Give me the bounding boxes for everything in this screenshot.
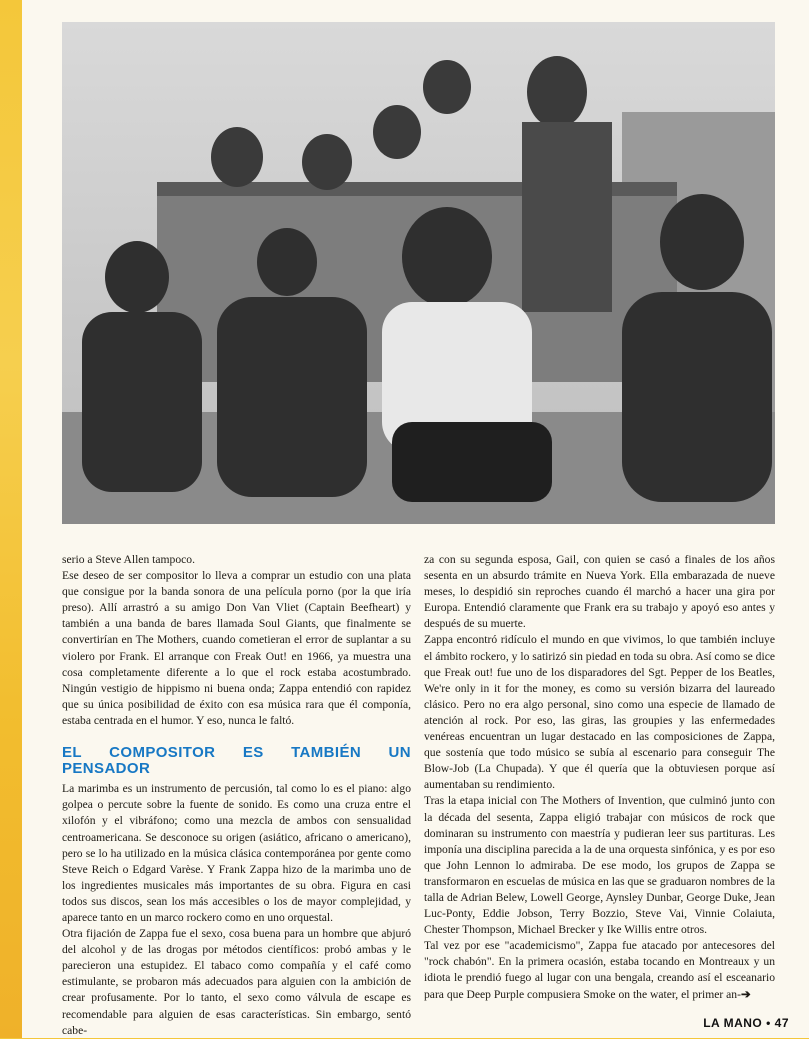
paragraph-text: Tal vez por ese "academicismo", Zappa fue atacado por antecesores del "rock chabón". En la primera ocasión, estaba tocando en Montreaux y un idiota le prendió fuego al lugar con una bengala, creando así el esceanario para que Deep Purple compusiera Smoke on the water, el primer an- [424, 939, 775, 1001]
paragraph: za con su segunda esposa, Gail, con quien se casó a finales de los años sesenta en un absurdo trámite en Nueva York. Ella embarazada de nueve meses, lo despidió sin reproches cuando él marchó a hacer una gira por Europa. Entendió claramente que Frank era su trabajo y apoyó eso antes y después de su muerte. [424, 553, 775, 631]
paragraph: Tras la etapa inicial con The Mothers of Invention, que culminó junto con la década del sesenta, Zappa eligió trabajar con músicos de rock que dominaran su instrumento con maestría y pudieran leer sus partituras. Les imponía una disciplina parecida a la de una orquesta sinfónica, y es por eso que John Lennon lo admiraba. De ese modo, los grupos de Zappa se transformaron en escuelas de música en las que se graduaron nombres de la talla de Adrian Belew, Lowell George, Aynsley Dunbar, George Duke, Jean Luc-Ponty, Eddie Jobson, Terry Bozzio, Steve Vai, Vinnie Colaiuta, Chester Thompson, Michael Brecker y Ike Willis entre otros. [424, 794, 775, 937]
paragraph [424, 938, 775, 1002]
footer-separator: • [766, 1016, 771, 1030]
band-photo-illustration [62, 22, 775, 524]
left-column [62, 552, 411, 1039]
page-number: 47 [774, 1016, 789, 1030]
section-heading: EL COMPOSITOR ES TAMBIÉN UN PENSADOR [62, 744, 411, 778]
magazine-name: LA MANO [703, 1016, 763, 1030]
right-column [424, 552, 775, 1003]
page-footer [703, 1016, 789, 1030]
band-photo [62, 22, 775, 524]
paragraph: Otra fijación de Zappa fue el sexo, cosa buena para un hombre que abjuró del alcohol y de las drogas por métodos científicos: probó ambas y le parecieron una estupidez. El tabaco como compañía y el café como estimulante, se probaron más adecuados para alguien con la ambición de crear profusamente. Por lo tanto, el sexo como válvula de escape es recomendable para alguien de esas características. Sin embargo, sentó cabe- [62, 927, 411, 1037]
magazine-page [22, 0, 809, 1038]
paragraph: serio a Steve Allen tampoco. [62, 553, 195, 566]
paragraph: Zappa encontró ridículo el mundo en que vivimos, lo que también incluye el ámbito rockero, y lo satirizó sin piedad en toda su obra. Así como se dice que Freak out! fue uno de los disparadores del Sgt. Pepper de los Beatles, We're only in it for the money, es como su versión bizarra del laureado clásico. Pero no era algo personal, sino como una especie de llamado de atención al rock. Por eso, las giras, las groupies y las enfermedades venéreas encuentran un lugar destacado en las composiciones de Zappa, que sostenía que todo músico se subía al escenario para conseguir The Blow-Job (La Chupada). Y que él quería que la obtuviesen porque así aumentaban su rendimiento. [424, 633, 775, 792]
paragraph: Ese deseo de ser compositor lo lleva a comprar un estudio con una plata que consigue por la banda sonora de una película porno (por la que iría preso). Allí arrastró a su amigo Don Van Vliet (Captain Beefheart) y también a una banda de bares llamada Soul Giants, que finalmente se convertirían en The Mothers, cuando cometieran el error de suplantar a su violero por Frank. El arranque con Freak Out! en 1966, ya muestra una cosa completamente diferente a lo que el rock estaba acostumbrado. Ningún vestigio de hippismo ni buena onda; Zappa entendió con rapidez que su única posibilidad de éxito con esa música rara que él componía, estaba centrada en el humor. Y eso, nunca le faltó. [62, 569, 411, 727]
continue-arrow-icon: ➔ [740, 987, 751, 1001]
paragraph: La marimba es un instrumento de percusión, tal como lo es el piano: algo golpea o percute sobre la fuente de sonido. Es como una cruza entre el xilofón y el vibráfono; como una mezcla de ambos con sensualidad centroamericana. Se desconoce su origen (asiático, africano o americano), pero se lo ha utilizado en la música clásica contemporánea por gente como Steve Reich o Edgard Varèse. Y Frank Zappa hizo de la marimba uno de los ingredientes musicales más importantes de su obra. Figura en casi todos sus discos, sean los más accesibles o los de mayor complejidad, y aparece tanto en un marco rockero como en uno orquestal. [62, 782, 411, 924]
